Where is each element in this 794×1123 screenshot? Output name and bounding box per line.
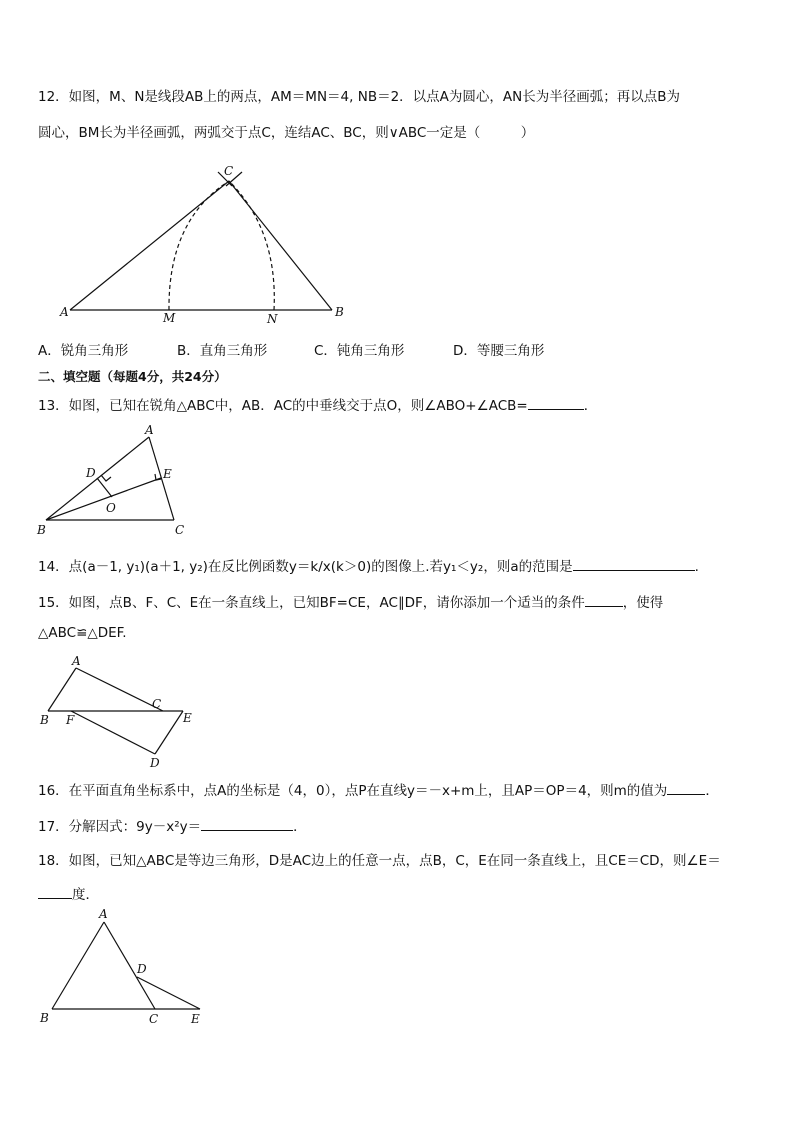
q15-label-e: E — [183, 711, 192, 725]
q18-label-d: D — [137, 962, 147, 976]
q15-label-c: C — [152, 697, 162, 711]
q13-seg-ac — [149, 437, 174, 520]
q18-seg-ac — [104, 922, 155, 1009]
q15-question: 15．如图，点B、F、C、E在一条直线上，已知BF=CE，AC∥DF，请你添加一个适当的条件 — [38, 595, 585, 611]
q16-text — [38, 780, 719, 800]
q13-answer-blank[interactable] — [528, 395, 584, 410]
q18-end: 度． — [72, 887, 99, 903]
q13-text — [38, 395, 597, 415]
q12-option-b[interactable]: B．直角三角形 — [177, 343, 268, 359]
q14-question: 14．点(a－1, y₁)(a＋1, y₂)在反比例函数y＝k/x(k＞0)的图像上.若y₁＜y₂，则a的范围是 — [38, 559, 573, 575]
q12-options — [38, 342, 544, 360]
q12-label-c: C — [224, 164, 234, 178]
q15-seg-ab — [48, 668, 76, 711]
q16-end: ． — [705, 783, 719, 799]
q15-line1 — [38, 592, 663, 612]
q13-right-angle-e — [155, 474, 161, 480]
q13-label-d: D — [86, 466, 96, 480]
q18-label-c: C — [149, 1012, 159, 1026]
q12-label-a: A — [60, 305, 69, 319]
q15-seg-de — [155, 711, 183, 754]
q13-label-o: O — [106, 501, 116, 515]
q13-label-a: A — [145, 423, 154, 437]
q13-label-c: C — [175, 523, 185, 537]
q15-label-f: F — [66, 713, 75, 727]
q17-answer-blank[interactable] — [201, 816, 293, 831]
q15-label-b: B — [40, 713, 49, 727]
q12-seg-ac — [70, 181, 229, 310]
q12-tick-left — [218, 172, 232, 186]
q15-seg-fd — [71, 711, 155, 754]
q12-tick-right — [226, 172, 242, 186]
q17-text — [38, 816, 307, 836]
q12-arc-left — [169, 181, 229, 310]
q14-end: . — [694, 559, 699, 575]
q13-label-e: E — [163, 467, 172, 481]
q17-end: ． — [293, 819, 307, 835]
q12-line1: 12．如图，M、N是线段AB上的两点，AM＝MN＝4, NB＝2．以点A为圆心，AN长为半径画弧；再以点B为 — [38, 89, 681, 105]
q15-seg-ac — [76, 668, 163, 711]
q18-label-e: E — [191, 1012, 200, 1026]
q12-label-n: N — [267, 312, 278, 326]
q12-option-c[interactable]: C．钝角三角形 — [314, 343, 405, 359]
q13-seg-do — [97, 478, 112, 497]
q13-end: ． — [583, 398, 598, 414]
q18-line2 — [38, 884, 99, 904]
q15-label-d: D — [150, 756, 160, 770]
q18-seg-de — [137, 977, 200, 1009]
q18-line1: 18．如图，已知△ABC是等边三角形，D是AC边上的任意一点，点B，C，E在同一条直线上，且CE＝CD，则∠E＝ — [38, 853, 721, 869]
q15-label-a: A — [72, 654, 81, 668]
q12-seg-bc — [229, 181, 332, 310]
q12-line2: 圆心，BM长为半径画弧，两弧交于点C，连结AC、BC，则∨ABC一定是（ ） — [38, 125, 535, 141]
q18-label-a: A — [99, 907, 108, 921]
q15-line2: △ABC≌△DEF. — [38, 625, 127, 641]
q16-question: 16．在平面直角坐标系中，点A的坐标是（4，0），点P在直线y＝－x+m上，且AP＝OP＝4，则m的值为 — [38, 783, 668, 799]
q12-label-m: M — [163, 311, 176, 325]
q15-line1-end: ，使得 — [622, 595, 664, 611]
q13-label-b: B — [37, 523, 46, 537]
q17-question: 17．分解因式：9y－x²y＝ — [38, 819, 202, 835]
q12-option-a[interactable]: A．锐角三角形 — [38, 343, 129, 359]
q18-label-b: B — [40, 1011, 49, 1025]
q12-option-d[interactable]: D．等腰三角形 — [453, 343, 545, 359]
q18-answer-blank[interactable] — [38, 884, 72, 899]
q18-seg-ab — [52, 922, 104, 1009]
q14-text — [38, 556, 699, 576]
q14-answer-blank[interactable] — [573, 556, 695, 571]
q13-right-angle-d — [101, 475, 111, 481]
q13-seg-ab — [46, 437, 149, 520]
q12-arc-right — [229, 181, 274, 310]
q13-seg-bo — [46, 478, 161, 520]
q15-answer-blank[interactable] — [585, 592, 623, 607]
section-2-heading: 二、填空题（每题4分，共24分） — [38, 369, 227, 384]
q13-question: 13．如图，已知在锐角△ABC中，AB．AC的中垂线交于点O，则∠ABO+∠ACB= — [38, 398, 528, 414]
q16-answer-blank[interactable] — [667, 780, 705, 795]
q12-label-b: B — [335, 305, 344, 319]
